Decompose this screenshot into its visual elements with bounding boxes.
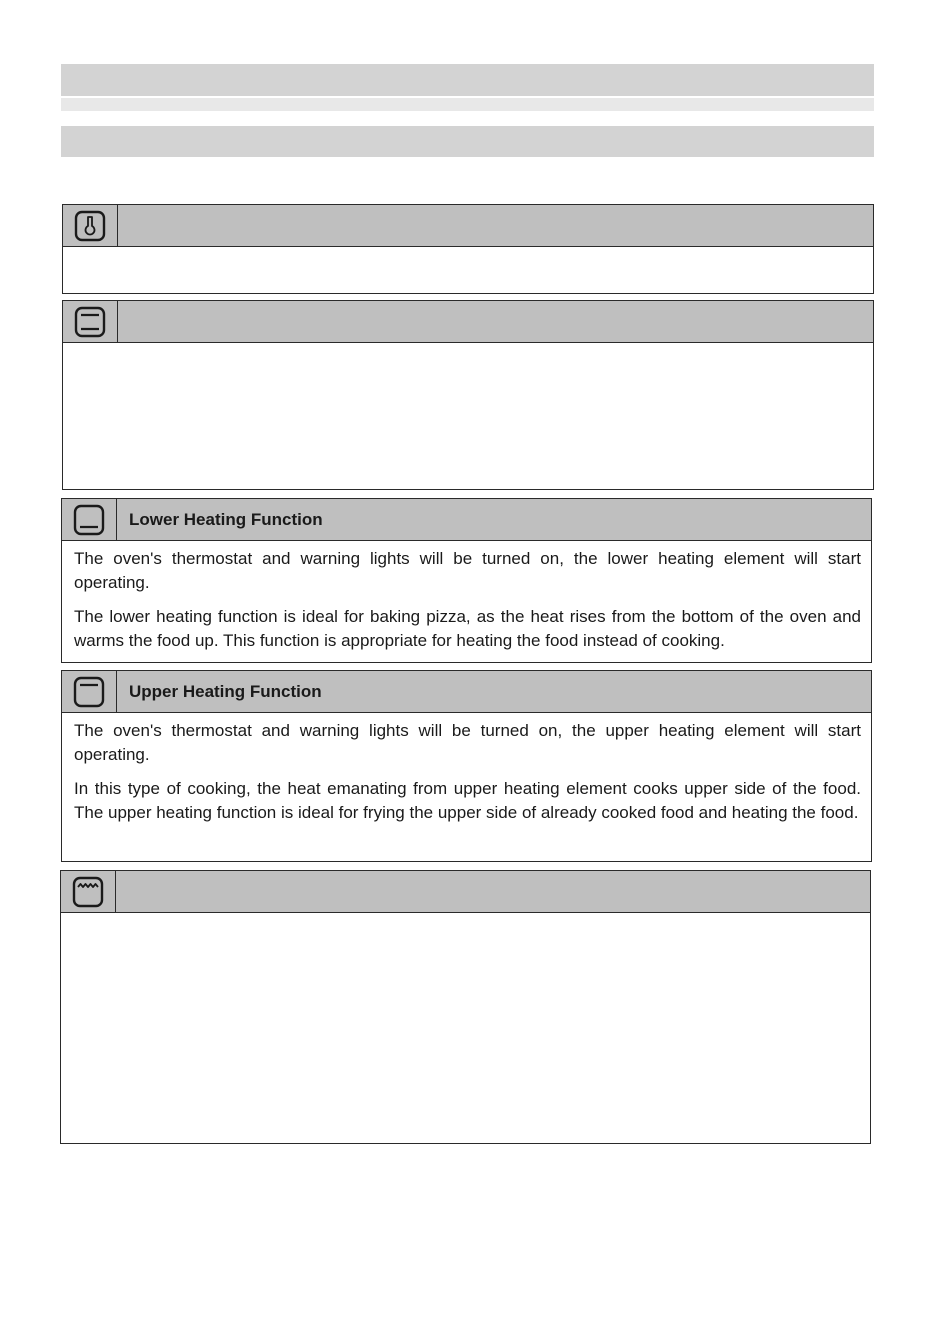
panel-header	[61, 871, 870, 913]
lower-heating-icon	[73, 504, 105, 536]
panel-body	[74, 719, 861, 835]
panel-title: Upper Heating Function	[129, 681, 322, 701]
icon-cell	[62, 499, 117, 540]
panel-paragraph: The oven's thermostat and warning lights will be turned on, the upper heating element will start operating.	[74, 721, 861, 764]
upper-lower-heating-icon	[74, 306, 106, 338]
function-panel-lower-heating	[61, 498, 872, 663]
panel-header	[62, 499, 871, 541]
function-panel-upper-lower-heating	[62, 300, 874, 490]
panel-header	[63, 301, 873, 343]
panel-paragraph: The oven's thermostat and warning lights will be turned on, the lower heating element will start operating.	[74, 549, 861, 592]
thermostat-icon	[74, 210, 106, 242]
panel-paragraph: The lower heating function is ideal for baking pizza, as the heat rises from the bottom of the oven and warms the food up. This function is appropriate for heating the food instead of cooking.	[74, 607, 861, 650]
header-band-primary	[61, 64, 874, 96]
header-band-secondary	[61, 98, 874, 111]
panel-header	[62, 671, 871, 713]
grill-icon	[72, 876, 104, 908]
icon-cell	[63, 205, 118, 246]
icon-cell	[61, 871, 116, 912]
panel-body	[74, 547, 861, 663]
panel-paragraph: In this type of cooking, the heat emanating from upper heating element cooks upper side of the food. The upper heating function is ideal for frying the upper side of already cooked food and heating the food.	[74, 779, 861, 822]
icon-cell	[63, 301, 118, 342]
panel-title: Lower Heating Function	[129, 509, 323, 529]
panel-header	[63, 205, 873, 247]
section-heading-band	[61, 126, 874, 157]
icon-cell	[62, 671, 117, 712]
function-panel-upper-heating	[61, 670, 872, 862]
function-panel-grill	[60, 870, 871, 1144]
function-panel-thermostat	[62, 204, 874, 294]
upper-heating-icon	[73, 676, 105, 708]
